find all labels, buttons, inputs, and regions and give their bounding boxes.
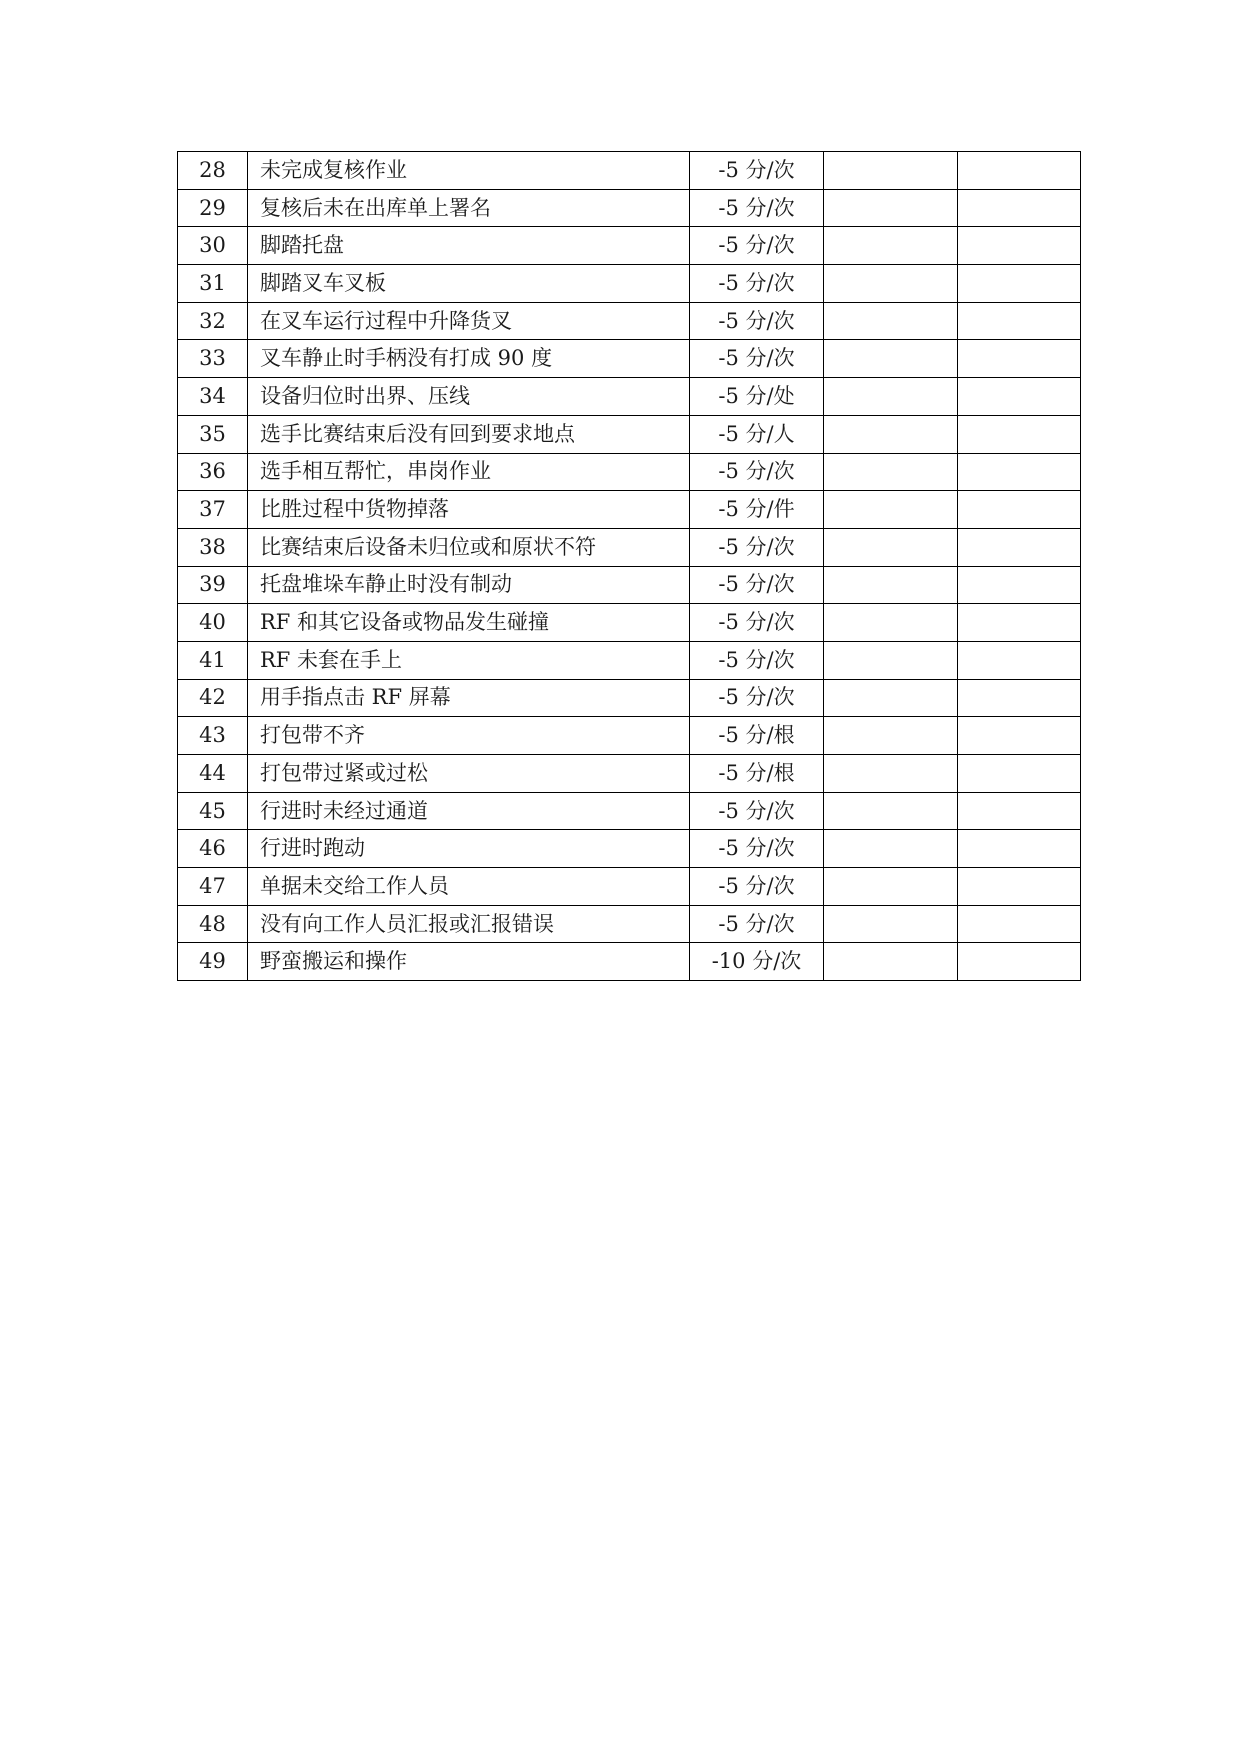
blank-cell: [824, 528, 958, 566]
penalty-score-cell: -5 分/次: [690, 905, 824, 943]
table-row: [178, 415, 1081, 453]
penalty-score-cell: -5 分/次: [690, 868, 824, 906]
table-row: [178, 717, 1081, 755]
penalty-score-cell: -5 分/件: [690, 491, 824, 529]
blank-cell: [824, 265, 958, 303]
item-description-cell: 野蛮搬运和操作: [248, 943, 690, 981]
table-row: [178, 830, 1081, 868]
blank-cell: [958, 227, 1081, 265]
blank-cell: [958, 830, 1081, 868]
penalty-score-cell: -10 分/次: [690, 943, 824, 981]
penalty-score-cell: -5 分/次: [690, 227, 824, 265]
item-description-cell: 复核后未在出库单上署名: [248, 189, 690, 227]
blank-cell: [958, 943, 1081, 981]
blank-cell: [958, 189, 1081, 227]
table-row: [178, 152, 1081, 190]
blank-cell: [824, 792, 958, 830]
blank-cell: [958, 528, 1081, 566]
blank-cell: [824, 340, 958, 378]
item-description-cell: 单据未交给工作人员: [248, 868, 690, 906]
blank-cell: [824, 679, 958, 717]
row-number-cell: 38: [178, 528, 248, 566]
table-row: [178, 905, 1081, 943]
row-number-cell: 49: [178, 943, 248, 981]
table-row: [178, 792, 1081, 830]
blank-cell: [958, 453, 1081, 491]
item-description-cell: 打包带不齐: [248, 717, 690, 755]
row-number-cell: 33: [178, 340, 248, 378]
blank-cell: [958, 152, 1081, 190]
row-number-cell: 47: [178, 868, 248, 906]
row-number-cell: 48: [178, 905, 248, 943]
blank-cell: [824, 604, 958, 642]
item-description-cell: 设备归位时出界、压线: [248, 378, 690, 416]
penalty-score-cell: -5 分/次: [690, 641, 824, 679]
item-description-cell: 未完成复核作业: [248, 152, 690, 190]
penalty-score-cell: -5 分/次: [690, 528, 824, 566]
item-description-cell: 打包带过紧或过松: [248, 755, 690, 793]
penalty-score-cell: -5 分/处: [690, 378, 824, 416]
item-description-cell: RF 和其它设备或物品发生碰撞: [248, 604, 690, 642]
item-description-cell: 没有向工作人员汇报或汇报错误: [248, 905, 690, 943]
item-description-cell: 在叉车运行过程中升降货叉: [248, 302, 690, 340]
row-number-cell: 41: [178, 641, 248, 679]
blank-cell: [958, 679, 1081, 717]
blank-cell: [958, 302, 1081, 340]
blank-cell: [958, 265, 1081, 303]
blank-cell: [824, 641, 958, 679]
blank-cell: [824, 227, 958, 265]
blank-cell: [824, 302, 958, 340]
blank-cell: [824, 755, 958, 793]
table-row: [178, 566, 1081, 604]
blank-cell: [824, 868, 958, 906]
row-number-cell: 28: [178, 152, 248, 190]
blank-cell: [958, 604, 1081, 642]
blank-cell: [824, 415, 958, 453]
row-number-cell: 40: [178, 604, 248, 642]
penalty-table-body: [178, 152, 1081, 981]
penalty-score-cell: -5 分/次: [690, 792, 824, 830]
blank-cell: [958, 868, 1081, 906]
table-row: [178, 491, 1081, 529]
blank-cell: [824, 830, 958, 868]
row-number-cell: 46: [178, 830, 248, 868]
item-description-cell: RF 未套在手上: [248, 641, 690, 679]
item-description-cell: 选手相互帮忙，串岗作业: [248, 453, 690, 491]
row-number-cell: 45: [178, 792, 248, 830]
blank-cell: [824, 943, 958, 981]
table-row: [178, 604, 1081, 642]
item-description-cell: 行进时跑动: [248, 830, 690, 868]
blank-cell: [824, 453, 958, 491]
blank-cell: [824, 905, 958, 943]
blank-cell: [958, 792, 1081, 830]
blank-cell: [958, 415, 1081, 453]
table-row: [178, 265, 1081, 303]
penalty-score-cell: -5 分/人: [690, 415, 824, 453]
table-row: [178, 943, 1081, 981]
row-number-cell: 42: [178, 679, 248, 717]
blank-cell: [824, 378, 958, 416]
row-number-cell: 44: [178, 755, 248, 793]
item-description-cell: 叉车静止时手柄没有打成 90 度: [248, 340, 690, 378]
blank-cell: [958, 491, 1081, 529]
blank-cell: [958, 717, 1081, 755]
penalty-score-cell: -5 分/次: [690, 302, 824, 340]
table-row: [178, 755, 1081, 793]
blank-cell: [824, 189, 958, 227]
penalty-score-cell: -5 分/次: [690, 152, 824, 190]
penalty-table: [177, 151, 1081, 981]
row-number-cell: 39: [178, 566, 248, 604]
item-description-cell: 脚踏托盘: [248, 227, 690, 265]
item-description-cell: 行进时未经过通道: [248, 792, 690, 830]
row-number-cell: 43: [178, 717, 248, 755]
penalty-score-cell: -5 分/根: [690, 755, 824, 793]
row-number-cell: 36: [178, 453, 248, 491]
table-row: [178, 868, 1081, 906]
row-number-cell: 30: [178, 227, 248, 265]
blank-cell: [958, 755, 1081, 793]
blank-cell: [958, 378, 1081, 416]
penalty-score-cell: -5 分/次: [690, 679, 824, 717]
blank-cell: [958, 340, 1081, 378]
item-description-cell: 比胜过程中货物掉落: [248, 491, 690, 529]
blank-cell: [824, 152, 958, 190]
penalty-score-cell: -5 分/根: [690, 717, 824, 755]
item-description-cell: 比赛结束后设备未归位或和原状不符: [248, 528, 690, 566]
row-number-cell: 31: [178, 265, 248, 303]
penalty-score-cell: -5 分/次: [690, 566, 824, 604]
table-row: [178, 641, 1081, 679]
penalty-score-cell: -5 分/次: [690, 340, 824, 378]
row-number-cell: 37: [178, 491, 248, 529]
blank-cell: [958, 641, 1081, 679]
item-description-cell: 选手比赛结束后没有回到要求地点: [248, 415, 690, 453]
item-description-cell: 托盘堆垛车静止时没有制动: [248, 566, 690, 604]
penalty-score-cell: -5 分/次: [690, 265, 824, 303]
table-row: [178, 679, 1081, 717]
table-row: [178, 189, 1081, 227]
blank-cell: [824, 566, 958, 604]
row-number-cell: 35: [178, 415, 248, 453]
blank-cell: [824, 491, 958, 529]
table-row: [178, 227, 1081, 265]
row-number-cell: 32: [178, 302, 248, 340]
table-row: [178, 340, 1081, 378]
item-description-cell: 脚踏叉车叉板: [248, 265, 690, 303]
penalty-score-cell: -5 分/次: [690, 453, 824, 491]
penalty-score-cell: -5 分/次: [690, 189, 824, 227]
blank-cell: [958, 566, 1081, 604]
table-row: [178, 302, 1081, 340]
blank-cell: [824, 717, 958, 755]
blank-cell: [958, 905, 1081, 943]
row-number-cell: 29: [178, 189, 248, 227]
penalty-score-cell: -5 分/次: [690, 604, 824, 642]
row-number-cell: 34: [178, 378, 248, 416]
item-description-cell: 用手指点击 RF 屏幕: [248, 679, 690, 717]
table-row: [178, 378, 1081, 416]
penalty-score-cell: -5 分/次: [690, 830, 824, 868]
table-row: [178, 528, 1081, 566]
table-row: [178, 453, 1081, 491]
